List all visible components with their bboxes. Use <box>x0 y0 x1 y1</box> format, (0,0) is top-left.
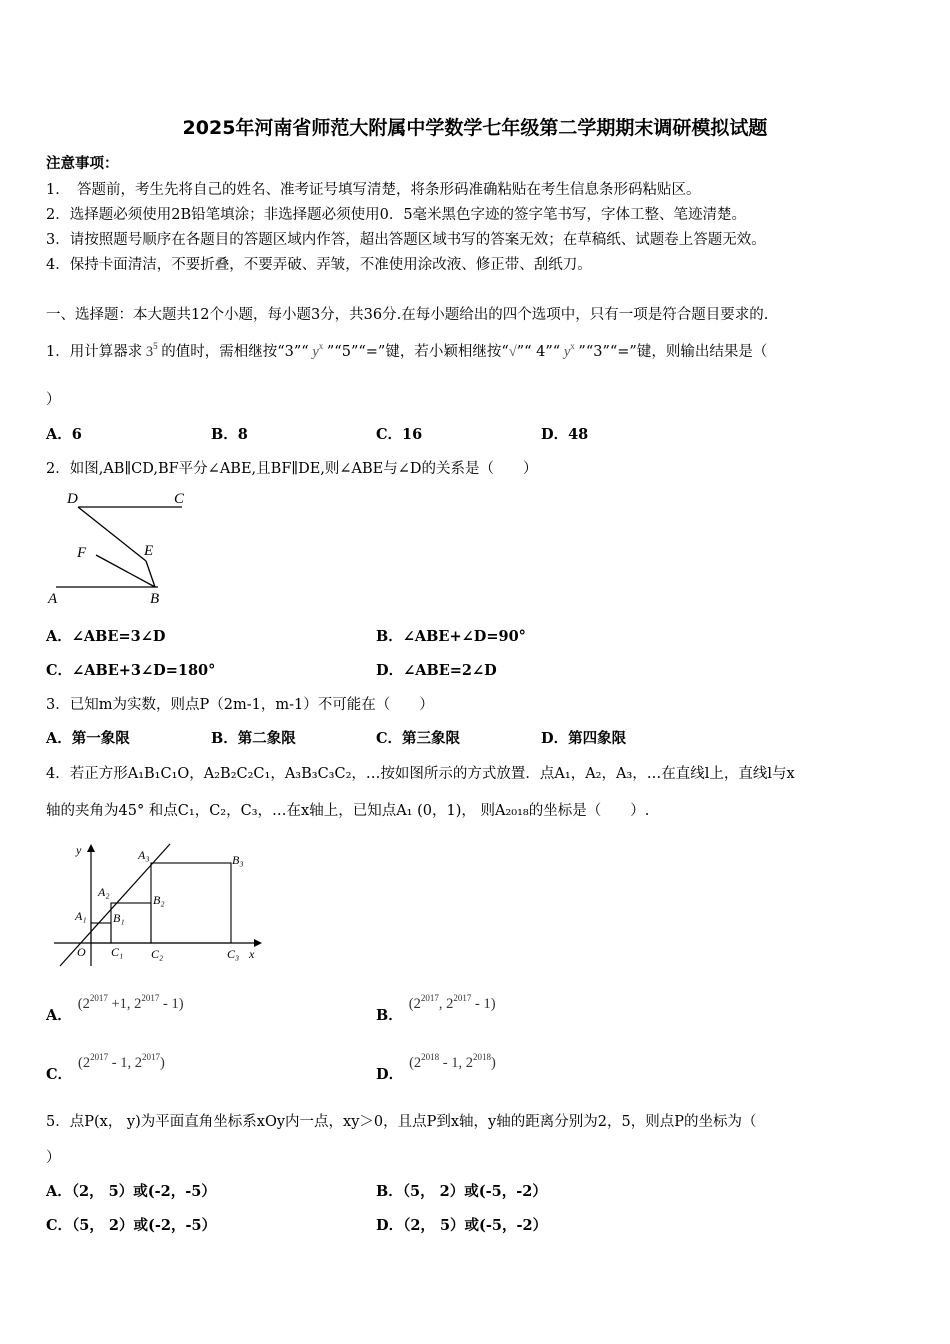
question-4-stem-line-1: 4．若正方形A₁B₁C₁O，A₂B₂C₂C₁，A₃B₃C₃C₂，…按如图所示的方式放置．点A₁，A₂，A₃，…在直线l上，直线l与x <box>46 766 795 782</box>
q2-option-d: D．∠ABE=2∠D <box>376 662 497 679</box>
q2-label-b: B <box>150 591 160 607</box>
q2-label-c: C <box>174 491 185 507</box>
q1-option-c: C．16 <box>376 426 423 443</box>
q2-label-a: A <box>48 591 58 607</box>
q1-text-2: 的值时，需相继按“3”“ <box>161 344 309 360</box>
question-5-stem: 5．点P(x， y)为平面直角坐标系xOy内一点，xy＞0，且点P到x轴，y轴的距离分别为2，5，则点P的坐标为（ <box>46 1114 757 1130</box>
q4-label-b2: B₂ <box>153 893 165 907</box>
q3-option-d: D．第四象限 <box>541 730 627 747</box>
q4-figure <box>50 840 270 970</box>
q2-option-a: A．∠ABE=3∠D <box>46 628 166 645</box>
question-3-stem: 3．已知m为实数，则点P（2m-1，m-1）不可能在（ ） <box>46 697 434 713</box>
question-1-stem <box>46 340 767 361</box>
q3-option-c: C．第三象限 <box>376 730 461 747</box>
q1-text-5: ”“3”“=”键，则输出结果是（ <box>578 344 768 360</box>
q4-label-a1: A₁ <box>75 909 87 923</box>
q4-label-x: x <box>249 947 255 961</box>
q5-option-c: C．（5， 2）或(-2，-5） <box>46 1217 217 1234</box>
yx-key-icon: $y^x$ <box>563 341 575 360</box>
q4-label-o: O <box>77 945 86 959</box>
yx-key-icon: $y^x$ <box>312 341 324 360</box>
q4-label-a2: A₂ <box>98 885 110 899</box>
q4-label-b1: B₁ <box>113 911 125 925</box>
q4-label-a3: A₃ <box>138 848 150 862</box>
q4-label-c2: C₂ <box>151 947 164 961</box>
q2-figure <box>40 485 200 610</box>
sqrt-key-icon: √ <box>508 344 517 360</box>
q4-label-y: y <box>76 843 82 857</box>
q4-label-c1: C₁ <box>111 945 124 959</box>
notice-item: 1． 答题前，考生先将自己的姓名、准考证号填写清楚，将条形码准确粘贴在考生信息条形码粘贴区。 <box>46 182 701 198</box>
q4-option-a: A．($2^{2017} +1$, $2^{2017} - 1$) <box>46 993 184 1024</box>
q1-text-4: ”“ 4”“ <box>516 344 561 360</box>
notice-item: 4．保持卡面清洁，不要折叠，不要弄破、弄皱，不准使用涂改液、修正带、刮纸刀。 <box>46 257 592 273</box>
section-heading: 一、选择题：本大题共12个小题，每小题3分，共36分.在每小题给出的四个选项中，只有一项是符合题目要求的. <box>46 307 769 323</box>
question-5-continuation: ） <box>46 1150 61 1166</box>
q3-option-b: B．第二象限 <box>211 730 296 747</box>
notice-item: 2．选择题必须使用2B铅笔填涂；非选择题必须使用0．5毫米黑色字迹的签字笔书写，字体工整、笔迹清楚。 <box>46 207 747 223</box>
q1-text-3: ”“5”“=”键，若小颖相继按“ <box>326 344 509 360</box>
notice-heading: 注意事项： <box>46 155 119 172</box>
q2-option-b: B．∠ABE+∠D=90° <box>376 628 526 645</box>
q2-label-f: F <box>77 545 87 561</box>
q1-option-a: A．6 <box>46 426 82 443</box>
q4-option-d: D．($2^{2018} - 1$, $2^{2018}$) <box>376 1052 496 1083</box>
page-title: 2025年河南省师范大附属中学数学七年级第二学期期末调研模拟试题 <box>182 117 768 139</box>
q5-option-d: D．（2， 5）或(-5，-2） <box>376 1217 548 1234</box>
q5-option-a: A．（2， 5）或(-2，-5） <box>46 1183 216 1200</box>
question-1-continuation: ） <box>46 392 61 408</box>
q1-option-b: B．8 <box>211 426 248 443</box>
question-4-stem-line-2: 轴的夹角为45° 和点C₁，C₂，C₃，…在x轴上，已知点A₁ (0，1)， 则A₂₀₁₈的坐标是（ ）. <box>46 803 650 819</box>
q1-text-1: 1．用计算器求 <box>46 344 143 360</box>
notice-item: 3．请按照题号顺序在各题目的答题区域内作答，超出答题区域书写的答案无效；在草稿纸、试题卷上答题无效。 <box>46 232 766 248</box>
q4-label-c3: C₃ <box>227 947 240 961</box>
q3-option-a: A．第一象限 <box>46 730 130 747</box>
q1-power-expression: $3^5$ <box>145 341 158 360</box>
q4-option-c: C．($2^{2017} - 1$, $2^{2017}$) <box>46 1052 165 1083</box>
q2-label-d: D <box>67 491 78 507</box>
q4-label-b3: B₃ <box>232 853 244 867</box>
q2-label-e: E <box>144 543 154 559</box>
q4-option-b: B．($2^{2017}$, $2^{2017} - 1$) <box>376 993 496 1024</box>
q5-option-b: B．（5， 2）或(-5，-2） <box>376 1183 547 1200</box>
question-2-stem: 2．如图,AB∥CD,BF平分∠ABE,且BF∥DE,则∠ABE与∠D的关系是（ ） <box>46 461 538 477</box>
q1-option-d: D．48 <box>541 426 589 443</box>
q2-option-c: C．∠ABE+3∠D=180° <box>46 662 216 679</box>
